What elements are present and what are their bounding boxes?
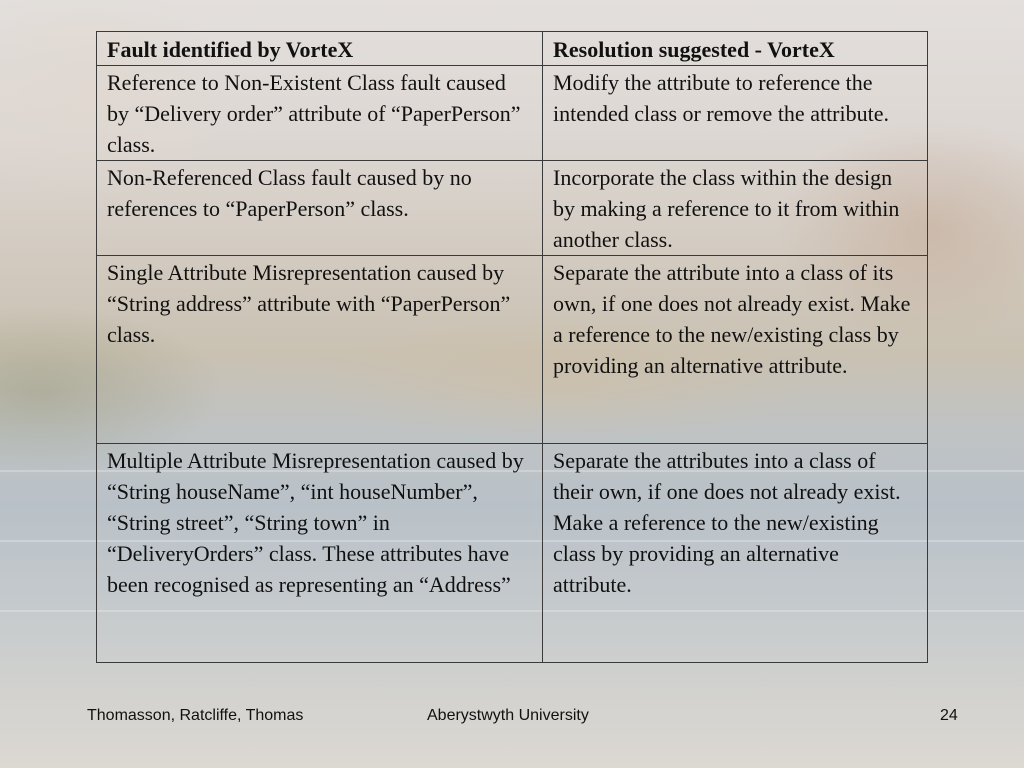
footer-institution: Aberystwyth University (427, 707, 589, 724)
table-row (97, 66, 928, 161)
footer-authors: Thomasson, Ratcliffe, Thomas (87, 707, 304, 724)
table-row (97, 256, 928, 444)
fault-resolution-table (96, 31, 928, 663)
table-row (97, 161, 928, 256)
header-fault: Fault identified by VorteX (97, 32, 543, 66)
table-row (97, 444, 928, 663)
resolution-cell: Incorporate the class within the design by making a reference to it from within another class. (543, 161, 928, 256)
resolution-cell: Separate the attribute into a class of its own, if one does not already exist. Make a reference to the new/existing class by providing an alternative attribute. (543, 256, 928, 444)
fault-cell: Reference to Non-Existent Class fault caused by “Delivery order” attribute of “PaperPerson” class. (97, 66, 543, 161)
table-header-row (97, 32, 928, 66)
fault-cell: Non-Referenced Class fault caused by no references to “PaperPerson” class. (97, 161, 543, 256)
resolution-cell: Separate the attributes into a class of their own, if one does not already exist. Make a reference to the new/existing class by providing an alternative attribute. (543, 444, 928, 663)
header-resolution: Resolution suggested - VorteX (543, 32, 928, 66)
resolution-cell: Modify the attribute to reference the intended class or remove the attribute. (543, 66, 928, 161)
fault-cell: Single Attribute Misrepresentation caused by “String address” attribute with “PaperPerson” class. (97, 256, 543, 444)
fault-cell: Multiple Attribute Misrepresentation caused by “String houseName”, “int houseNumber”, “String street”, “String town” in “DeliveryOrders” class. These attributes have been recognised as representing an “Address” (97, 444, 543, 663)
page-number: 24 (940, 707, 958, 724)
